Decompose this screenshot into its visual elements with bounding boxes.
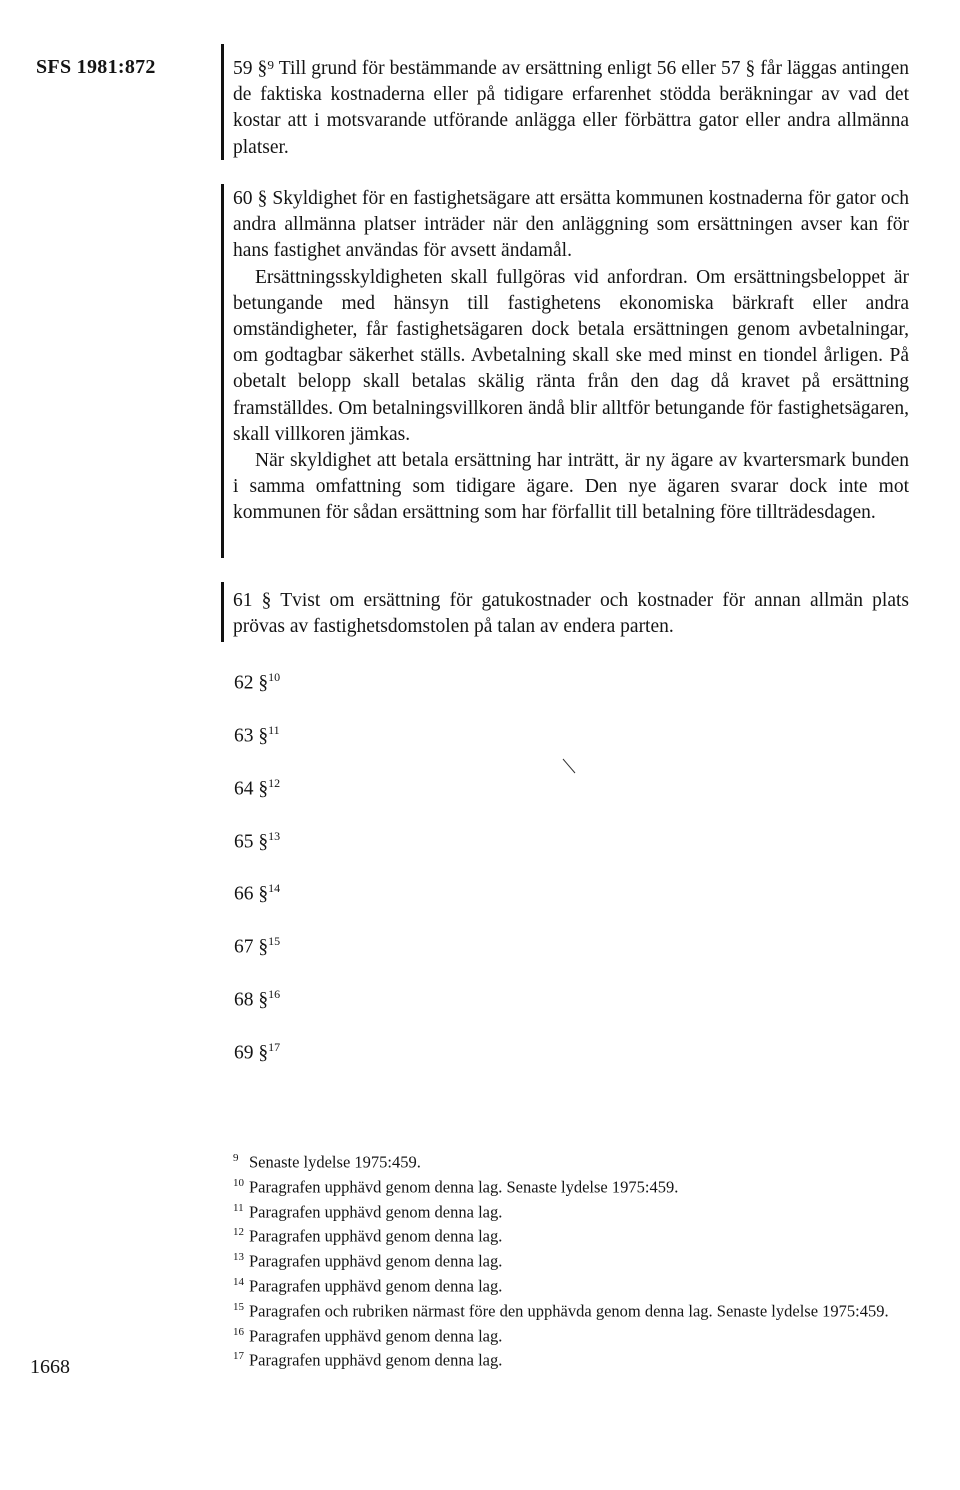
footnote-text: Senaste lydelse 1975:459. [249, 1152, 421, 1172]
footnote [233, 1322, 909, 1347]
footnote-ref: 15 [268, 934, 281, 948]
footnote-number: 13 [233, 1251, 244, 1264]
footnote-number: 17 [233, 1350, 244, 1363]
change-bar-60 [221, 184, 224, 558]
footnote-text: Paragrafen upphävd genom denna lag. [249, 1350, 503, 1370]
footnote-text: Paragrafen upphävd genom denna lag. [249, 1276, 503, 1296]
section-59 [233, 56, 909, 161]
repealed-section [234, 1040, 280, 1065]
repealed-section-number: 65 § [234, 831, 269, 853]
repealed-section-number: 62 § [234, 672, 269, 694]
section-59-text: 59 §⁹ Till grund för bestämmande av ersättning enligt 56 eller 57 § får läggas antingen de faktiska kostnaderna eller på tidigare erfarenhet stödda beräkningar av vad det kostar att i motsvarande utförande anlägga eller förbättra gator eller andra allmänna platser. [233, 58, 909, 158]
repealed-section-number: 69 § [234, 1042, 269, 1064]
footnote-ref: 13 [268, 829, 281, 843]
repealed-section [234, 881, 280, 906]
repealed-section-number: 67 § [234, 936, 269, 958]
section-60-paragraph-3: När skyldighet att betala ersättning har inträtt, är ny ägare av kvartersmark bunden i samma omfattning som tidigare ägare. Den nye ägaren svarar dock inte mot kommunen för sådan ersättning som har förfallit till betalning före tillträdesdagen. [233, 450, 909, 524]
footnote-number: 15 [233, 1300, 244, 1313]
footnote-number: 12 [233, 1226, 244, 1239]
footnote-number: 14 [233, 1275, 244, 1288]
footnote [233, 1198, 909, 1223]
footnote-ref: 16 [268, 987, 281, 1001]
repealed-section-number: 66 § [234, 883, 269, 905]
footnote-number: 16 [233, 1325, 244, 1338]
footnote [233, 1222, 909, 1247]
footnote [233, 1346, 909, 1371]
footnote-ref: 14 [268, 881, 281, 895]
repealed-section [234, 934, 280, 959]
section-61-text: 61 § Tvist om ersättning för gatukostnader och kostnader för annan allmän plats prövas av fastighetsdomstolen på talan av endera parten. [233, 590, 909, 638]
repealed-section-number: 68 § [234, 989, 269, 1011]
scan-speck [560, 756, 580, 776]
footnote [233, 1297, 909, 1322]
repealed-section [234, 987, 280, 1012]
section-61 [233, 588, 909, 640]
footnotes [233, 1148, 909, 1371]
footnote-number: 11 [233, 1201, 244, 1214]
footnote-text: Paragrafen upphävd genom denna lag. [249, 1226, 503, 1246]
repealed-section [234, 670, 280, 695]
footnote [233, 1272, 909, 1297]
footnote-ref: 10 [268, 670, 281, 684]
footnote [233, 1148, 909, 1173]
footnote-text: Paragrafen upphävd genom denna lag. [249, 1326, 503, 1346]
page-number: 1668 [30, 1356, 70, 1378]
change-bar-61 [221, 582, 224, 642]
repealed-section-number: 63 § [234, 725, 269, 747]
footnote [233, 1173, 909, 1198]
footnote-ref: 12 [268, 776, 281, 790]
footnote-text: Paragrafen upphävd genom denna lag. Senaste lydelse 1975:459. [249, 1177, 679, 1197]
footnote-ref: 11 [268, 723, 280, 737]
footnote-number: 9 [233, 1152, 239, 1164]
repealed-section [234, 776, 280, 801]
repealed-section-number: 64 § [234, 778, 269, 800]
footnote-number: 10 [233, 1176, 244, 1189]
change-bar-59 [221, 44, 224, 160]
section-60-paragraph-2: Ersättningsskyldigheten skall fullgöras vid anfordran. Om ersättningsbeloppet är betungande med hänsyn till fastighetens ekonomiska bärkraft eller andra omständigheter, får fastighetsägaren dock betala ersättningen genom avbetalningar, om godtagbar säkerhet ställs. Avbetalning skall ske med minst en tiondel årligen. På obetalt belopp skall betalas skälig ränta från den dag då kravet på ersättning framställdes. Om betalningsvillkoren ändå blir alltför betungande för fastighetsägaren, skall villkoren jämkas. [233, 266, 909, 445]
footnote-text: Paragrafen och rubriken närmast före den upphävda genom denna lag. Senaste lydelse 1975:459. [249, 1301, 889, 1321]
footnote-text: Paragrafen upphävd genom denna lag. [249, 1202, 503, 1222]
footnote-text: Paragrafen upphävd genom denna lag. [249, 1251, 503, 1271]
section-60 [233, 186, 909, 527]
repealed-section [234, 829, 280, 854]
footnote [233, 1247, 909, 1272]
repealed-section [234, 723, 280, 748]
section-60-paragraph-1: 60 § Skyldighet för en fastighetsägare att ersätta kommunen kostnaderna för gator och andra allmänna platser inträder när den anläggning som ersättningen avser kan för hans fastighet användas för avsett ändamål. [233, 188, 909, 262]
sfs-header: SFS 1981:872 [36, 56, 156, 78]
footnote-ref: 17 [268, 1040, 281, 1054]
